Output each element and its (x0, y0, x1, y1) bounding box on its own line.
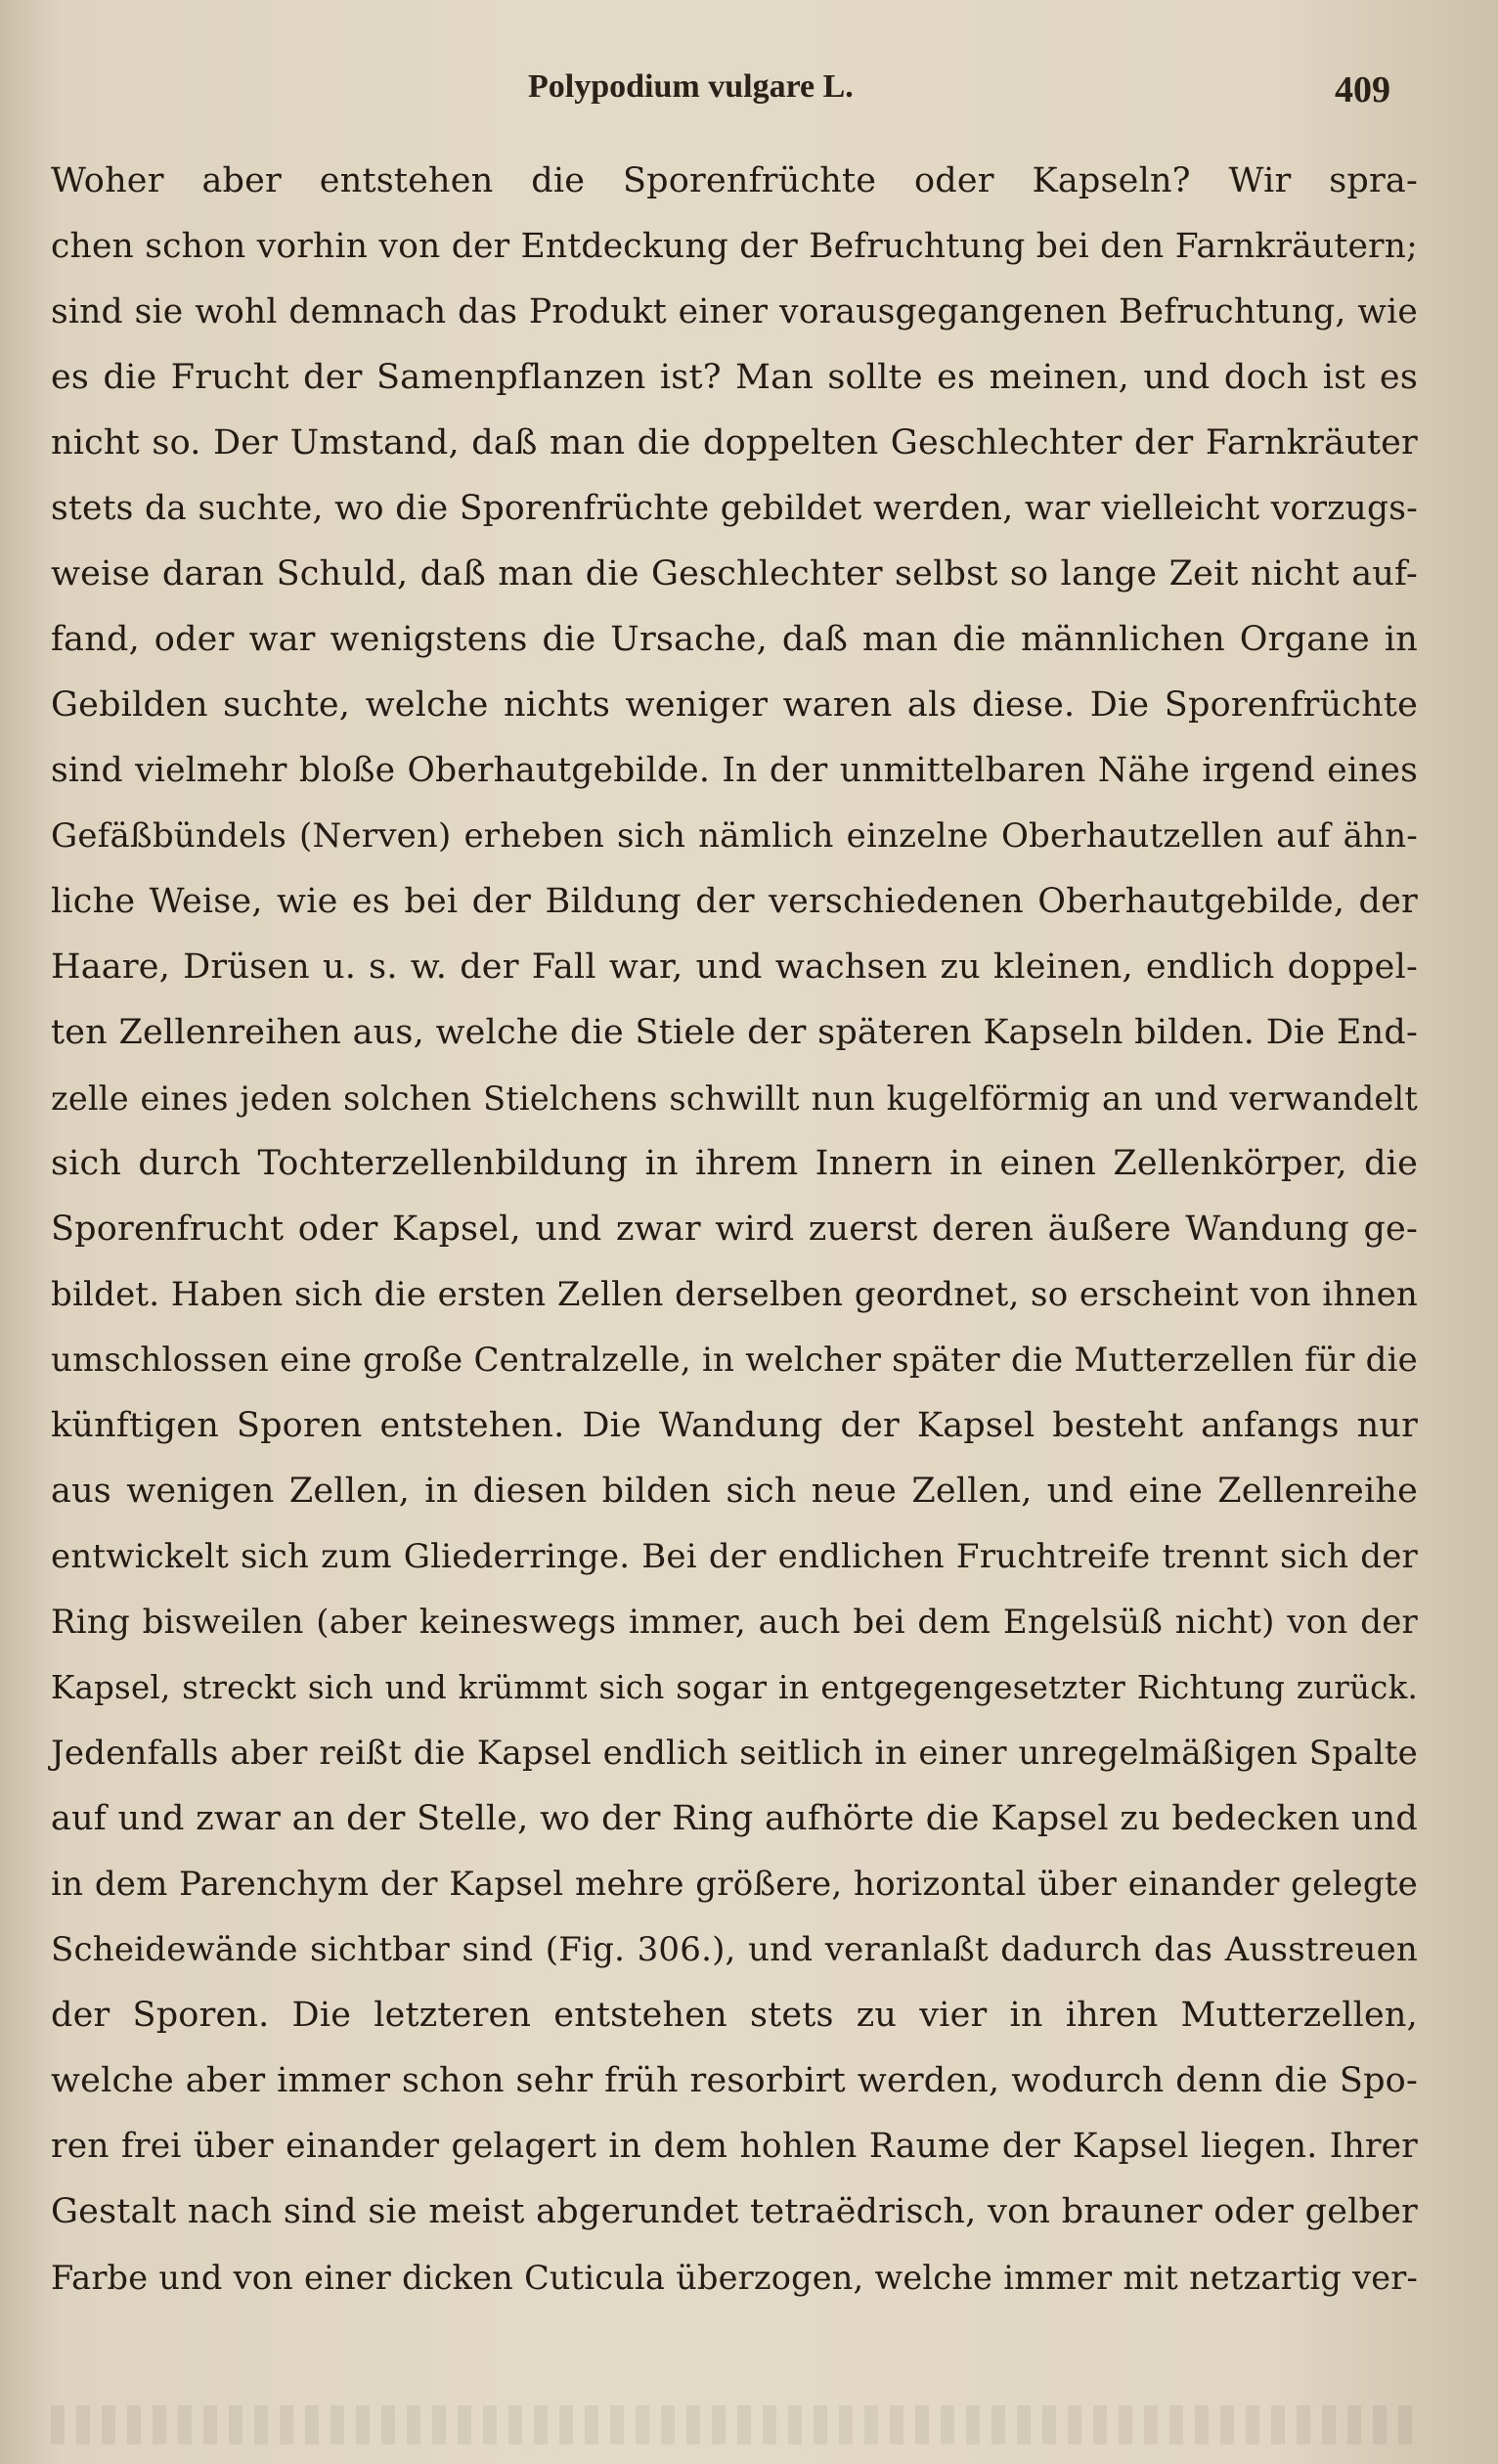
text-line: ren frei über einander gelagert in dem hohlen Raume der Kapsel liegen. Ihrer (51, 2127, 1418, 2166)
text-line: künftigen Sporen entstehen. Die Wandung der Kapsel besteht anfangs nur (51, 1406, 1418, 1445)
text-line: Jedenfalls aber reißt die Kapsel endlich seitlich in einer unregelmäßigen Spalte (51, 1734, 1418, 1773)
text-line: sind vielmehr bloße Oberhautgebilde. In der unmittelbaren Nähe irgend eines (51, 751, 1418, 790)
text-line: Gestalt nach sind sie meist abgerundet tetraëdrisch, von brauner oder gelber (51, 2192, 1418, 2231)
text-line: Haare, Drüsen u. s. w. der Fall war, und wachsen zu kleinen, endlich doppel- (51, 947, 1418, 987)
text-line: Farbe und von einer dicken Cuticula überzogen, welche immer mit netzartig ver- (51, 2259, 1418, 2297)
text-line: Sporenfrucht oder Kapsel, und zwar wird zuerst deren äußere Wandung ge- (51, 1210, 1418, 1249)
text-line: entwickelt sich zum Gliederringe. Bei der endlichen Fruchtreife trennt sich der (51, 1537, 1418, 1576)
text-line: stets da suchte, wo die Sporenfrüchte gebildet werden, war vielleicht vorzugs- (51, 489, 1418, 528)
text-line: chen schon vorhin von der Entdeckung der Befruchtung bei den Farnkräutern; (51, 227, 1418, 266)
text-line: welche aber immer schon sehr früh resorbirt werden, wodurch denn die Spo- (51, 2061, 1418, 2100)
text-line: sich durch Tochterzellenbildung in ihrem Innern in einen Zellenkörper, die (51, 1144, 1418, 1183)
text-line: zelle eines jeden solchen Stielchens schwillt nun kugelförmig an und verwandelt (51, 1079, 1418, 1118)
text-line: Gefäßbündels (Nerven) erheben sich nämlich einzelne Oberhautzellen auf ähn- (51, 816, 1418, 856)
text-line: Ring bisweilen (aber keineswegs immer, auch bei dem Engelsüß nicht) von der (51, 1603, 1418, 1642)
text-line: aus wenigen Zellen, in diesen bilden sich neue Zellen, und eine Zellenreihe (51, 1472, 1418, 1511)
text-line: auf und zwar an der Stelle, wo der Ring aufhörte die Kapsel zu bedecken und (51, 1799, 1418, 1838)
page-header (0, 61, 1498, 119)
text-line: bildet. Haben sich die ersten Zellen derselben geordnet, so erscheint von ihnen (51, 1275, 1418, 1314)
text-line: der Sporen. Die letzteren entstehen stets zu vier in ihren Mutterzellen, (51, 1996, 1418, 2035)
text-line: ten Zellenreihen aus, welche die Stiele der späteren Kapseln bilden. Die End- (51, 1013, 1418, 1052)
body-text (51, 149, 1418, 2310)
text-line: Kapsel, streckt sich und krümmt sich sogar in entgegengesetzter Richtung zurück. (51, 1669, 1418, 1706)
text-line: sind sie wohl demnach das Produkt einer vorausgegangenen Befruchtung, wie (51, 292, 1418, 331)
running-title: Polypodium vulgare L. (528, 68, 854, 105)
text-line: es die Frucht der Samenpflanzen ist? Man sollte es meinen, und doch ist es (51, 358, 1418, 397)
text-line: Woher aber entstehen die Sporenfrüchte oder Kapseln? Wir spra- (51, 161, 1418, 200)
page-number: 409 (1335, 69, 1390, 110)
text-line: Scheidewände sichtbar sind (Fig. 306.), und veranlaßt dadurch das Ausstreuen (51, 1930, 1418, 1969)
text-line: Gebilden suchte, welche nichts weniger waren als diese. Die Sporenfrüchte (51, 685, 1418, 725)
bleed-through-strip (51, 2405, 1418, 2444)
text-line: weise daran Schuld, daß man die Geschlechter selbst so lange Zeit nicht auf- (51, 554, 1418, 594)
text-line: fand, oder war wenigstens die Ursache, daß man die männlichen Organe in (51, 620, 1418, 659)
text-line: liche Weise, wie es bei der Bildung der verschiedenen Oberhautgebilde, der (51, 882, 1418, 921)
text-line: in dem Parenchym der Kapsel mehre größere, horizontal über einander gelegte (51, 1865, 1418, 1904)
text-line: nicht so. Der Umstand, daß man die doppelten Geschlechter der Farnkräuter (51, 423, 1418, 462)
text-line: umschlossen eine große Centralzelle, in welcher später die Mutterzellen für die (51, 1341, 1418, 1380)
